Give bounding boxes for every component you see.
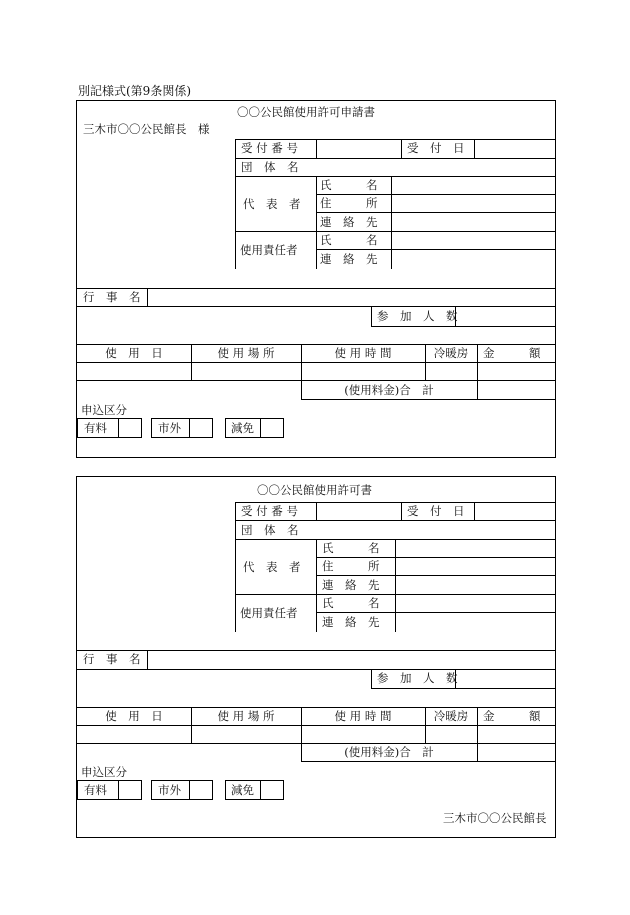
permit-outside-city-label: 市外 <box>158 783 181 797</box>
permit-exempt-label: 減免 <box>231 783 254 797</box>
rep-contact-label: 連 絡 先 <box>320 215 378 229</box>
issuer: 三木市〇〇公民館長 <box>443 811 547 825</box>
addressee: 三木市〇〇公民館長 様 <box>83 122 210 136</box>
use-place-label: 使 用 場 所 <box>217 346 275 360</box>
permit-use-place-label: 使 用 場 所 <box>217 709 275 723</box>
use-time-label: 使 用 時 間 <box>334 346 392 360</box>
paid-label: 有料 <box>84 421 107 435</box>
permit-rep-address-label: 住 所 <box>322 559 380 573</box>
event-label: 行 事 名 <box>83 290 141 304</box>
permit-group-name-label: 団 体 名 <box>241 523 299 537</box>
permit-resp-name-label: 氏 名 <box>322 596 380 610</box>
permit-total-label: (使用料金)合 計 <box>344 745 434 759</box>
representative-label: 代 表 者 <box>243 197 301 211</box>
permit-participants-label: 参 加 人 数 <box>377 671 458 685</box>
permit-rep-contact-label: 連 絡 先 <box>322 578 380 592</box>
outside-city-label: 市外 <box>158 421 181 435</box>
permit-amount-label: 金 額 <box>483 709 541 723</box>
permit-receipt-date-label: 受 付 日 <box>407 504 465 518</box>
application-title: 〇〇公民館使用許可申請書 <box>237 105 375 119</box>
application-form <box>76 100 556 458</box>
receipt-date-label: 受 付 日 <box>407 141 465 155</box>
heating-label: 冷暖房 <box>433 346 469 360</box>
permit-category-label: 申込区分 <box>81 765 127 779</box>
permit-outside-city-checkbox[interactable] <box>151 780 213 800</box>
form-header: 別記様式(第9条関係) <box>78 84 191 98</box>
outside-city-checkbox[interactable] <box>151 418 213 438</box>
rep-address-label: 住 所 <box>320 196 378 210</box>
use-date-label: 使 用 日 <box>105 346 163 360</box>
group-name-label: 団 体 名 <box>241 160 299 174</box>
permit-representative-label: 代 表 者 <box>243 560 301 574</box>
participants-label: 参 加 人 数 <box>377 309 458 323</box>
permit-form <box>76 476 556 838</box>
permit-heating-label: 冷暖房 <box>433 709 469 723</box>
resp-name-label: 氏 名 <box>320 233 378 247</box>
responsible-label: 使用責任者 <box>240 243 298 257</box>
exempt-label: 減免 <box>231 421 254 435</box>
resp-contact-label: 連 絡 先 <box>320 252 378 266</box>
permit-title: 〇〇公民館使用許可書 <box>257 483 372 497</box>
exempt-checkbox[interactable] <box>225 418 284 438</box>
permit-paid-checkbox[interactable] <box>77 780 142 800</box>
permit-rep-name-label: 氏 名 <box>322 541 380 555</box>
paid-checkbox[interactable] <box>77 418 142 438</box>
permit-use-date-label: 使 用 日 <box>105 709 163 723</box>
permit-paid-label: 有料 <box>84 783 107 797</box>
permit-exempt-checkbox[interactable] <box>225 780 284 800</box>
permit-event-label: 行 事 名 <box>83 652 141 666</box>
amount-label: 金 額 <box>483 346 541 360</box>
receipt-number-label: 受 付 番 号 <box>241 141 298 155</box>
permit-receipt-number-label: 受 付 番 号 <box>241 504 298 518</box>
permit-use-time-label: 使 用 時 間 <box>334 709 392 723</box>
permit-responsible-label: 使用責任者 <box>240 606 298 620</box>
permit-resp-contact-label: 連 絡 先 <box>322 615 380 629</box>
category-label: 申込区分 <box>81 403 127 417</box>
rep-name-label: 氏 名 <box>320 178 378 192</box>
total-label: (使用料金)合 計 <box>344 383 434 397</box>
